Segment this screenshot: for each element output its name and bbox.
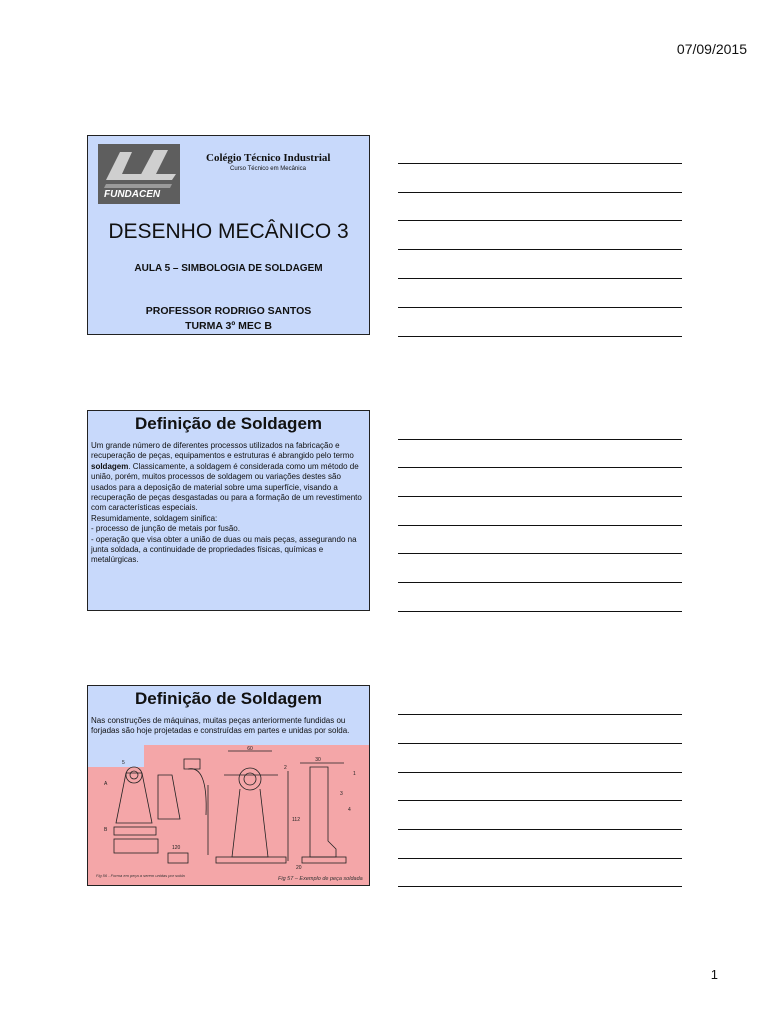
bold-term: soldagem <box>91 461 129 471</box>
callout-label: 2 <box>284 765 287 771</box>
note-line <box>398 886 682 887</box>
fundacen-logo <box>98 144 180 204</box>
college-name: Colégio Técnico Industrial <box>206 152 331 164</box>
slide-definition-2 <box>87 685 370 886</box>
note-line <box>398 496 682 497</box>
course-name: Curso Técnico em Mecânica <box>230 166 306 172</box>
body-text-part: . Classicamente, a soldagem é considerada como um método de união, porém, muitos processos de soldagem ou variações destes são usados para a deposição de material sobre uma superfície, visando a recuperação de peças desgastadas ou para a formação de um revestimento com características especiais. Resumidamente, soldagem sinifica: - processo de junção de metais por fusão. - operação que visa obter a união de duas ou mais peças, assegurando na junta soldada, a continuidade de propriedades físicas, químicas e metalúrgicas. <box>91 461 362 565</box>
note-line <box>398 163 682 164</box>
note-line <box>398 220 682 221</box>
note-line <box>398 800 682 801</box>
note-line <box>398 743 682 744</box>
fig56-caption: Fig 56 - Forma em peça a serem unidas por solda <box>96 873 185 878</box>
slide-subtitle: AULA 5 – SIMBOLOGIA DE SOLDAGEM <box>134 263 323 274</box>
dim-label: 112 <box>292 817 300 823</box>
slide-title: Definição de Soldagem <box>134 414 323 433</box>
page-number: 1 <box>710 967 718 982</box>
slide-title: DESENHO MECÂNICO 3 <box>108 220 349 243</box>
note-line <box>398 307 682 308</box>
slide-title-card <box>87 135 370 335</box>
slide-definition-1 <box>87 410 370 611</box>
callout-label: 3 <box>340 791 343 797</box>
note-line <box>398 553 682 554</box>
slide-body-text <box>91 441 367 566</box>
note-line <box>398 858 682 859</box>
note-line <box>398 714 682 715</box>
note-line <box>398 192 682 193</box>
note-line <box>398 249 682 250</box>
dim-label: 30 <box>315 757 321 763</box>
callout-label: B <box>104 827 108 833</box>
note-line <box>398 278 682 279</box>
note-line <box>398 611 682 612</box>
slide-body-text: Nas construções de máquinas, muitas peças anteriormente fundidas ou forjadas são hoje projetadas e construídas em partes e unidas por solda. <box>91 716 350 736</box>
note-line <box>398 582 682 583</box>
note-line <box>398 336 682 337</box>
note-line <box>398 829 682 830</box>
callout-label: 1 <box>353 771 356 777</box>
class-name: TURMA 3º MEC B <box>185 320 272 332</box>
note-line <box>398 467 682 468</box>
fig57-caption: Fig 57 – Exemplo de peça soldada <box>278 876 363 882</box>
logo-text: FUNDACEN <box>104 189 161 200</box>
callout-label: A <box>104 781 108 787</box>
dim-label: 120 <box>172 845 181 851</box>
body-text-part: Um grande número de diferentes processos utilizados na fabricação e recuperação de peças, equipamentos e estruturas é abrangido pelo termo <box>91 441 354 461</box>
note-line <box>398 439 682 440</box>
dim-label: 60 <box>247 746 253 752</box>
professor-name: PROFESSOR RODRIGO SANTOS <box>145 305 312 317</box>
slide-title: Definição de Soldagem <box>134 689 323 708</box>
note-line <box>398 772 682 773</box>
note-line <box>398 525 682 526</box>
callout-label: 4 <box>348 807 351 813</box>
page-date: 07/09/2015 <box>676 41 747 57</box>
dim-label: 20 <box>296 865 302 871</box>
welded-part-drawing <box>88 745 370 886</box>
professor-info <box>88 304 369 334</box>
callout-label: 5 <box>122 760 125 766</box>
